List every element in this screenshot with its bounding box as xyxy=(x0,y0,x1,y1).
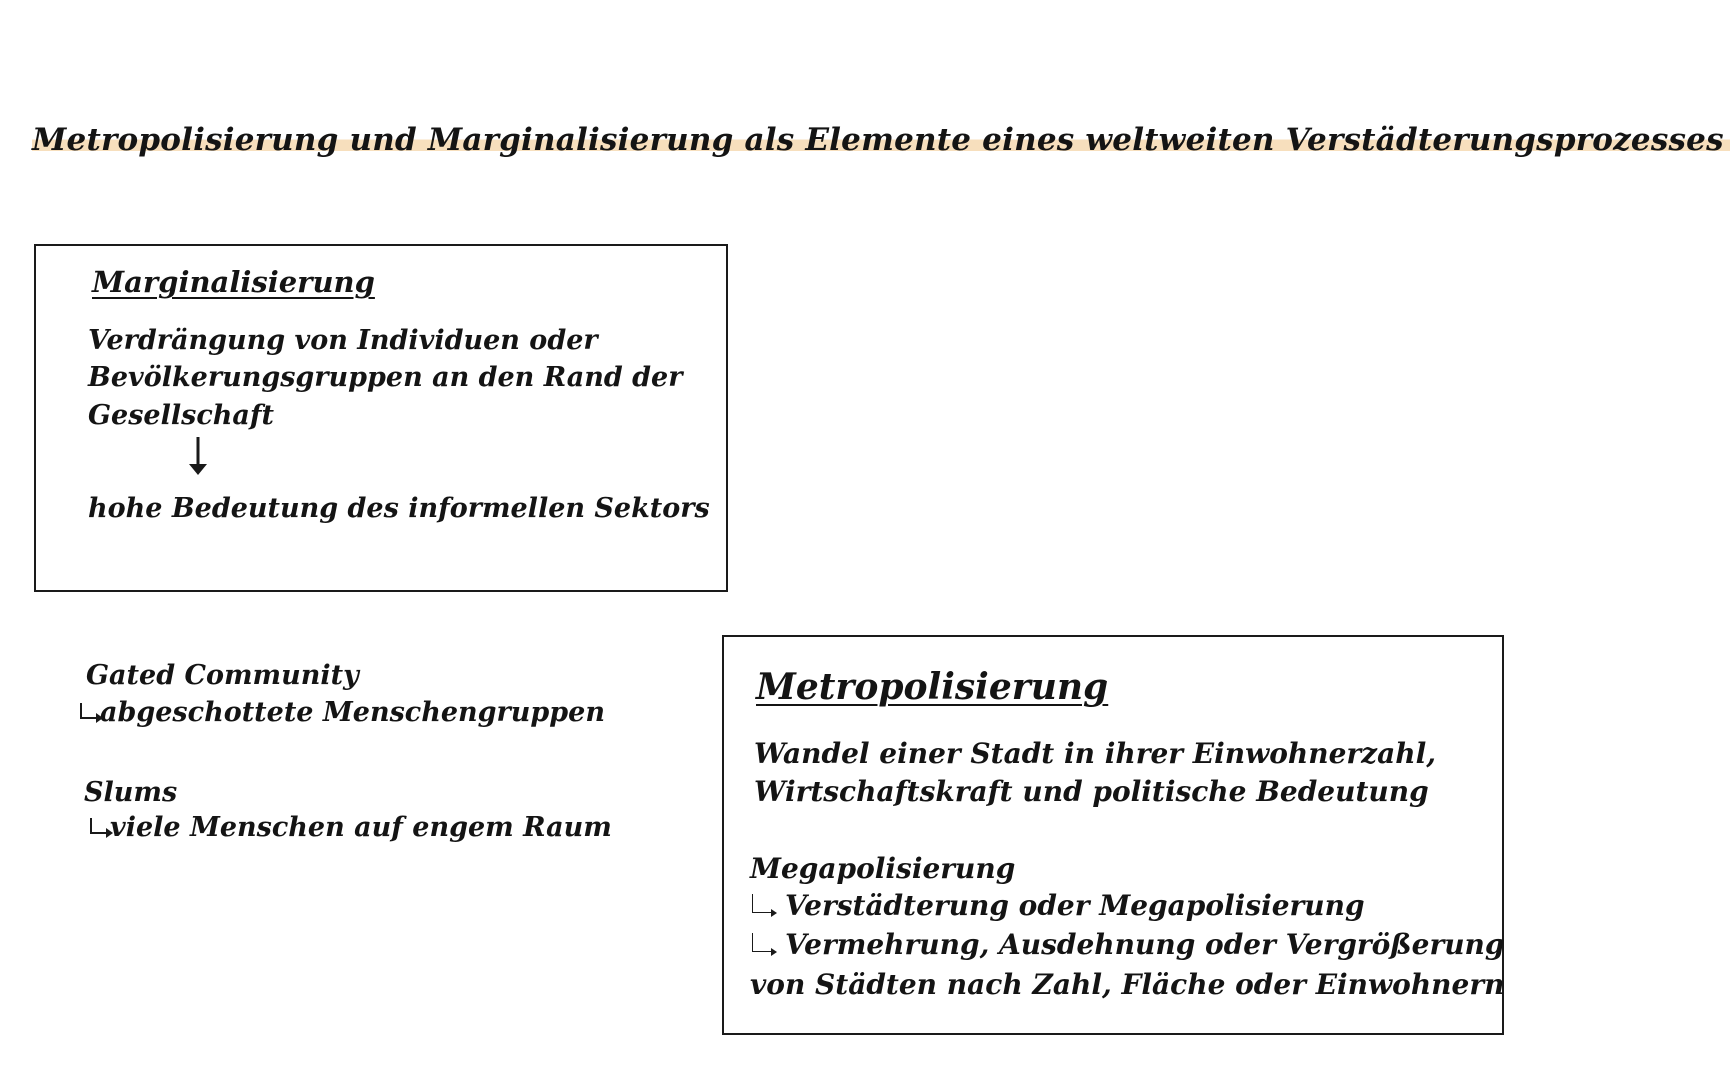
megapolisierung-item-2: Vermehrung, Ausdehnung oder Vergrößerung xyxy=(752,928,1504,961)
marginalisierung-line-3: Gesellschaft xyxy=(88,400,274,431)
marginalisierung-line-1: Verdrängung von Individuen oder xyxy=(88,325,598,356)
slums-title: Slums xyxy=(84,777,178,808)
megapolisierung-item-2-continued: von Städten nach Zahl, Fläche oder Einwohnern xyxy=(750,968,1505,1001)
marginalisierung-result: hohe Bedeutung des informellen Sektors xyxy=(88,493,710,524)
return-arrow-icon xyxy=(752,894,771,913)
marginalisierung-line-2: Bevölkerungsgruppen an den Rand der xyxy=(88,362,683,393)
page-title: Metropolisierung und Marginalisierung als Elemente eines weltweiten Verstädterungsprozesses xyxy=(32,122,1730,158)
marginalisierung-heading: Marginalisierung xyxy=(92,265,375,299)
megapolisierung-item-1: Verstädterung oder Megapolisierung xyxy=(752,889,1365,922)
megapolisierung-title: Megapolisierung xyxy=(750,852,1016,885)
return-arrow-icon xyxy=(752,933,771,952)
return-arrow-icon xyxy=(80,703,96,719)
metropolisierung-heading: Metropolisierung xyxy=(756,666,1109,708)
arrow-down-icon xyxy=(186,436,210,476)
gated-community-title: Gated Community xyxy=(86,660,359,691)
return-arrow-icon xyxy=(90,818,106,834)
slums-detail: viele Menschen auf engem Raum xyxy=(90,812,612,843)
metropolisierung-line-1: Wandel einer Stadt in ihrer Einwohnerzahl, xyxy=(754,737,1436,770)
metropolisierung-line-2: Wirtschaftskraft und politische Bedeutung xyxy=(754,775,1429,808)
gated-community-detail: abgeschottete Menschengruppen xyxy=(80,697,605,728)
